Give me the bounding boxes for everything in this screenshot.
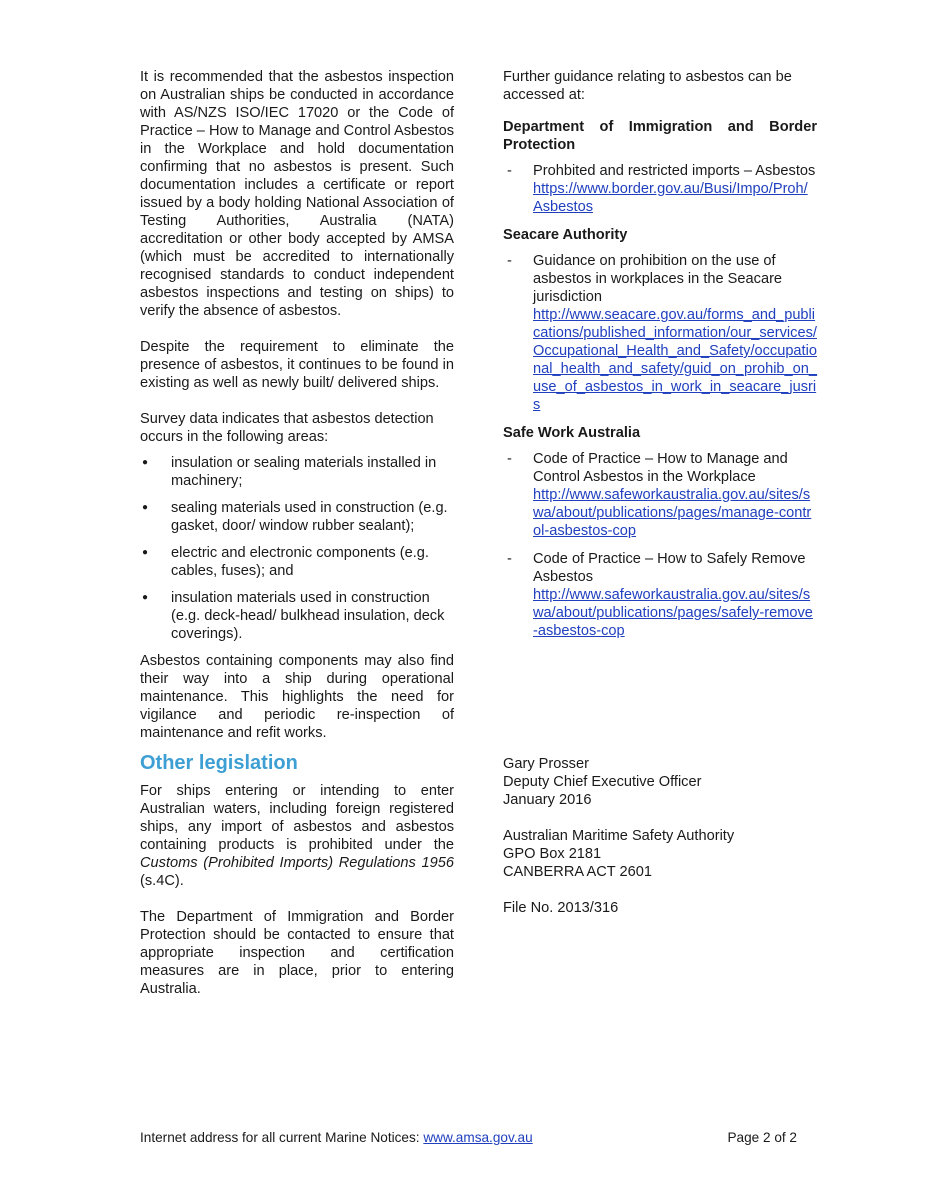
right-column <box>503 68 818 916</box>
postal-box: GPO Box 2181 <box>503 846 602 862</box>
postal-city: CANBERRA ACT 2601 <box>503 864 652 880</box>
paragraph-maintenance: Asbestos containing components may also find their way into a ship during operational maintenance. This highlights the need for vigilance and periodic re-inspection of maintenance and refit works. <box>140 653 454 741</box>
immigration-links-list <box>503 162 817 216</box>
amsa-website-link[interactable]: www.amsa.gov.au <box>423 1130 533 1145</box>
list-item: ● electric and electronic components (e.g. cables, fuses); and <box>142 545 429 579</box>
list-item: ● insulation or sealing materials installed in machinery; <box>142 455 437 489</box>
safework-manage-link[interactable]: http://www.safeworkaustralia.gov.au/sites/swa/about/publications/pages/manage-control-asbestos-cop <box>533 487 812 539</box>
list-item: - Prohbited and restricted imports – Asbestos https://www.border.gov.au/Busi/Impo/Proh/Asbestos <box>507 163 816 215</box>
authority-name: Australian Maritime Safety Authority <box>503 828 735 844</box>
list-item: - Guidance on prohibition on the use of asbestos in workplaces in the Seacare jurisdiction http://www.seacare.gov.au/forms_and_publications/published_information/our_services/Occupational_Health_and_Safety/occupational_health_and_safety/guid_on_prohib_on_use_of_asbestos_in_work_in_seacare_jusris <box>507 253 818 413</box>
paragraph-requirement: Despite the requirement to eliminate the presence of asbestos, it continues to be found in existing as well as newly built/ delivered ships. <box>140 339 454 391</box>
safework-links-list <box>503 450 817 640</box>
org-heading-immigration: Department of Immigration and Border Protection <box>503 119 817 153</box>
signatory-title: Deputy Chief Executive Officer <box>503 774 702 790</box>
paragraph-department: The Department of Immigration and Border Protection should be contacted to ensure that appropriate inspection and certification measures are in place, prior to entering Australia. <box>140 909 454 997</box>
bullet-icon: ● <box>142 592 149 603</box>
section-heading: Other legislation <box>140 752 298 774</box>
detection-areas-list <box>140 454 454 643</box>
safework-remove-link[interactable]: http://www.safeworkaustralia.gov.au/sites/swa/about/publications/pages/safely-remove-asbestos-cop <box>533 587 813 639</box>
file-number: File No. 2013/316 <box>503 900 619 916</box>
list-item: ● sealing materials used in construction (e.g. gasket, door/ window rubber sealant); <box>142 500 448 534</box>
paragraph-inspection: It is recommended that the asbestos inspection on Australian ships be conducted in accordance with AS/NZS ISO/IEC 17020 or the Code of Practice – How to Manage and Control Asbestos in the Workplace and hold documentation confirming that no asbestos is present. Such documentation includes a certificate or report issued by a body holding National Association of Testing Authorities, Australia (NATA) accreditation or other body accepted by AMSA (which must be accredited to internationally recognised standards to conduct independent asbestos inspections and testing on ships) to verify the absence of asbestos. <box>140 69 454 319</box>
list-item: - Code of Practice – How to Manage and Control Asbestos in the Workplace http://www.safeworkaustralia.gov.au/sites/swa/about/publications/pages/manage-control-asbestos-cop <box>503 450 817 540</box>
bullet-icon: ● <box>142 457 149 468</box>
paragraph-guidance-intro: Further guidance relating to asbestos can be accessed at: <box>503 69 792 103</box>
signature-block <box>503 755 817 917</box>
left-column <box>140 68 454 998</box>
org-heading-safework: Safe Work Australia <box>503 425 641 441</box>
list-item: - Code of Practice – How to Safely Remove Asbestos http://www.safeworkaustralia.gov.au/sites/swa/about/publications/pages/safely-remove-asbestos-cop <box>503 550 817 640</box>
page-footer <box>140 1129 797 1147</box>
paragraph-survey: Survey data indicates that asbestos detection occurs in the following areas: <box>140 411 434 445</box>
bullet-icon: ● <box>142 502 149 513</box>
org-heading-seacare: Seacare Authority <box>503 227 628 243</box>
signature-date: January 2016 <box>503 792 592 808</box>
seacare-links-list <box>503 252 817 414</box>
footer-text: Internet address for all current Marine Notices: <box>140 1130 424 1145</box>
paragraph-customs: For ships entering or intending to enter Australian waters, including foreign registered ships, any import of asbestos and asbestos containing products is prohibited under the Customs (Prohibited Imports) Regulations 1956 (s.4C). <box>140 783 454 889</box>
list-item: ● insulation materials used in construction (e.g. deck-head/ bulkhead insulation, deck coverings). <box>142 590 445 642</box>
page-number: Page 2 of 2 <box>727 1130 797 1145</box>
bullet-icon: ● <box>142 547 149 558</box>
signatory-name: Gary Prosser <box>503 756 589 772</box>
seacare-guidance-link[interactable]: http://www.seacare.gov.au/forms_and_publications/published_information/our_services/Occupational_Health_and_Safety/occupational_health_and_safety/guid_on_prohib_on_use_of_asbestos_in_work_in_seacare_jusris <box>533 307 818 413</box>
immigration-asbestos-link[interactable]: https://www.border.gov.au/Busi/Impo/Proh/Asbestos <box>533 181 808 215</box>
